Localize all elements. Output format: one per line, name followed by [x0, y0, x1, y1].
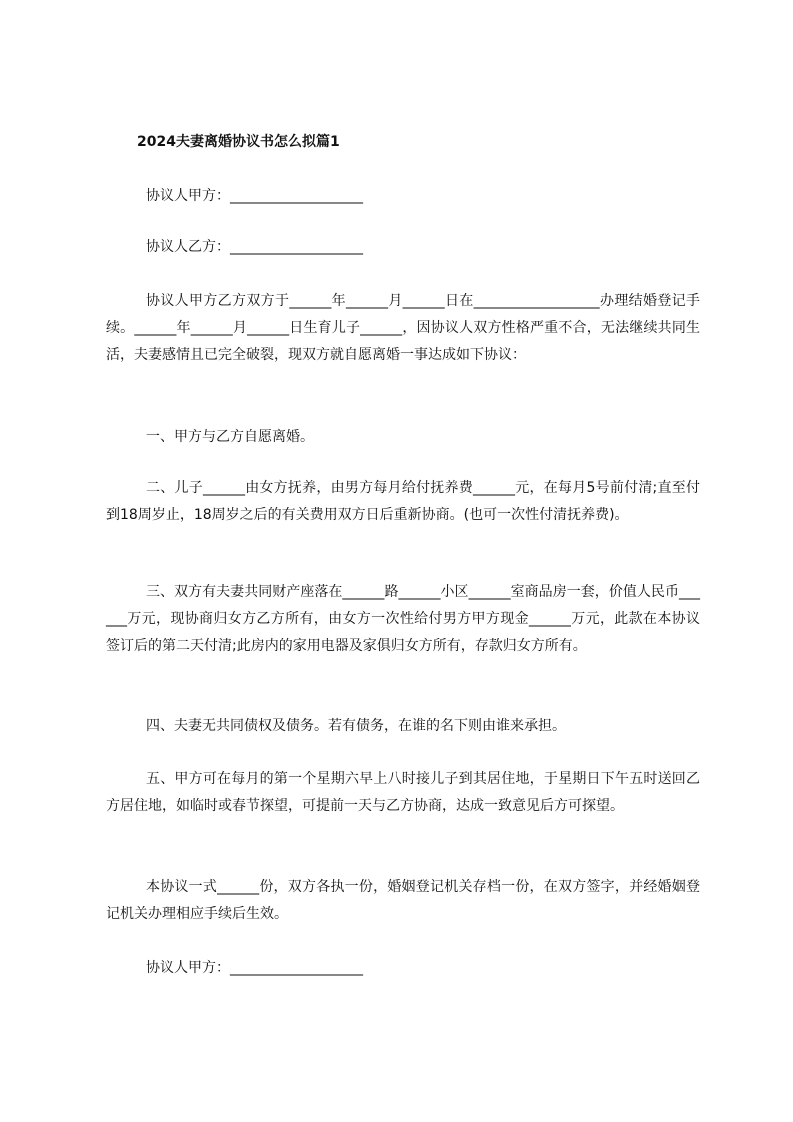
clause-3: 三、双方有夫妻共同财产座落在______路______小区______室商品房一套，价值人民币______万元，现协商归女方乙方所有，由女方一次性给付男方甲方现金______万元，此款在本协议签订后的第二天付清;此房内的家用电器及家俱归女方所有，存款归女方所有。	[106, 584, 700, 654]
clause-1: 一、甲方与乙方自愿离婚。	[146, 429, 314, 445]
party-b-line: 协议人乙方：___________________	[146, 239, 363, 255]
party-a-signature-line: 协议人甲方：___________________	[146, 960, 363, 976]
intro-paragraph: 协议人甲方乙方双方于______年______月______日在__________________办理结婚登记手续。______年______月______日生育儿子______，因协议人双方性格严重不合，无法继续共同生活，夫妻感情且已完全破裂，现双方就自愿离婚一事达成如下协议：	[106, 293, 700, 363]
clause-4: 四、夫妻无共同债权及债务。若有债务，在谁的名下则由谁来承担。	[146, 718, 566, 734]
document-title: 2024夫妻离婚协议书怎么拟篇1	[137, 134, 340, 150]
closing-paragraph: 本协议一式______份，双方各执一份，婚姻登记机关存档一份，在双方签字，并经婚姻登记机关办理相应手续后生效。	[106, 879, 700, 922]
clause-5: 五、甲方可在每月的第一个星期六早上八时接儿子到其居住地，于星期日下午五时送回乙方居住地，如临时或春节探望，可提前一天与乙方协商，达成一致意见后方可探望。	[106, 771, 700, 814]
party-a-line: 协议人甲方：___________________	[146, 188, 363, 204]
clause-2: 二、儿子______由女方抚养，由男方每月给付抚养费______元，在每月5号前付清;直至付到18周岁止，18周岁之后的有关费用双方日后重新协商。(也可一次性付清抚养费)。	[106, 480, 700, 523]
